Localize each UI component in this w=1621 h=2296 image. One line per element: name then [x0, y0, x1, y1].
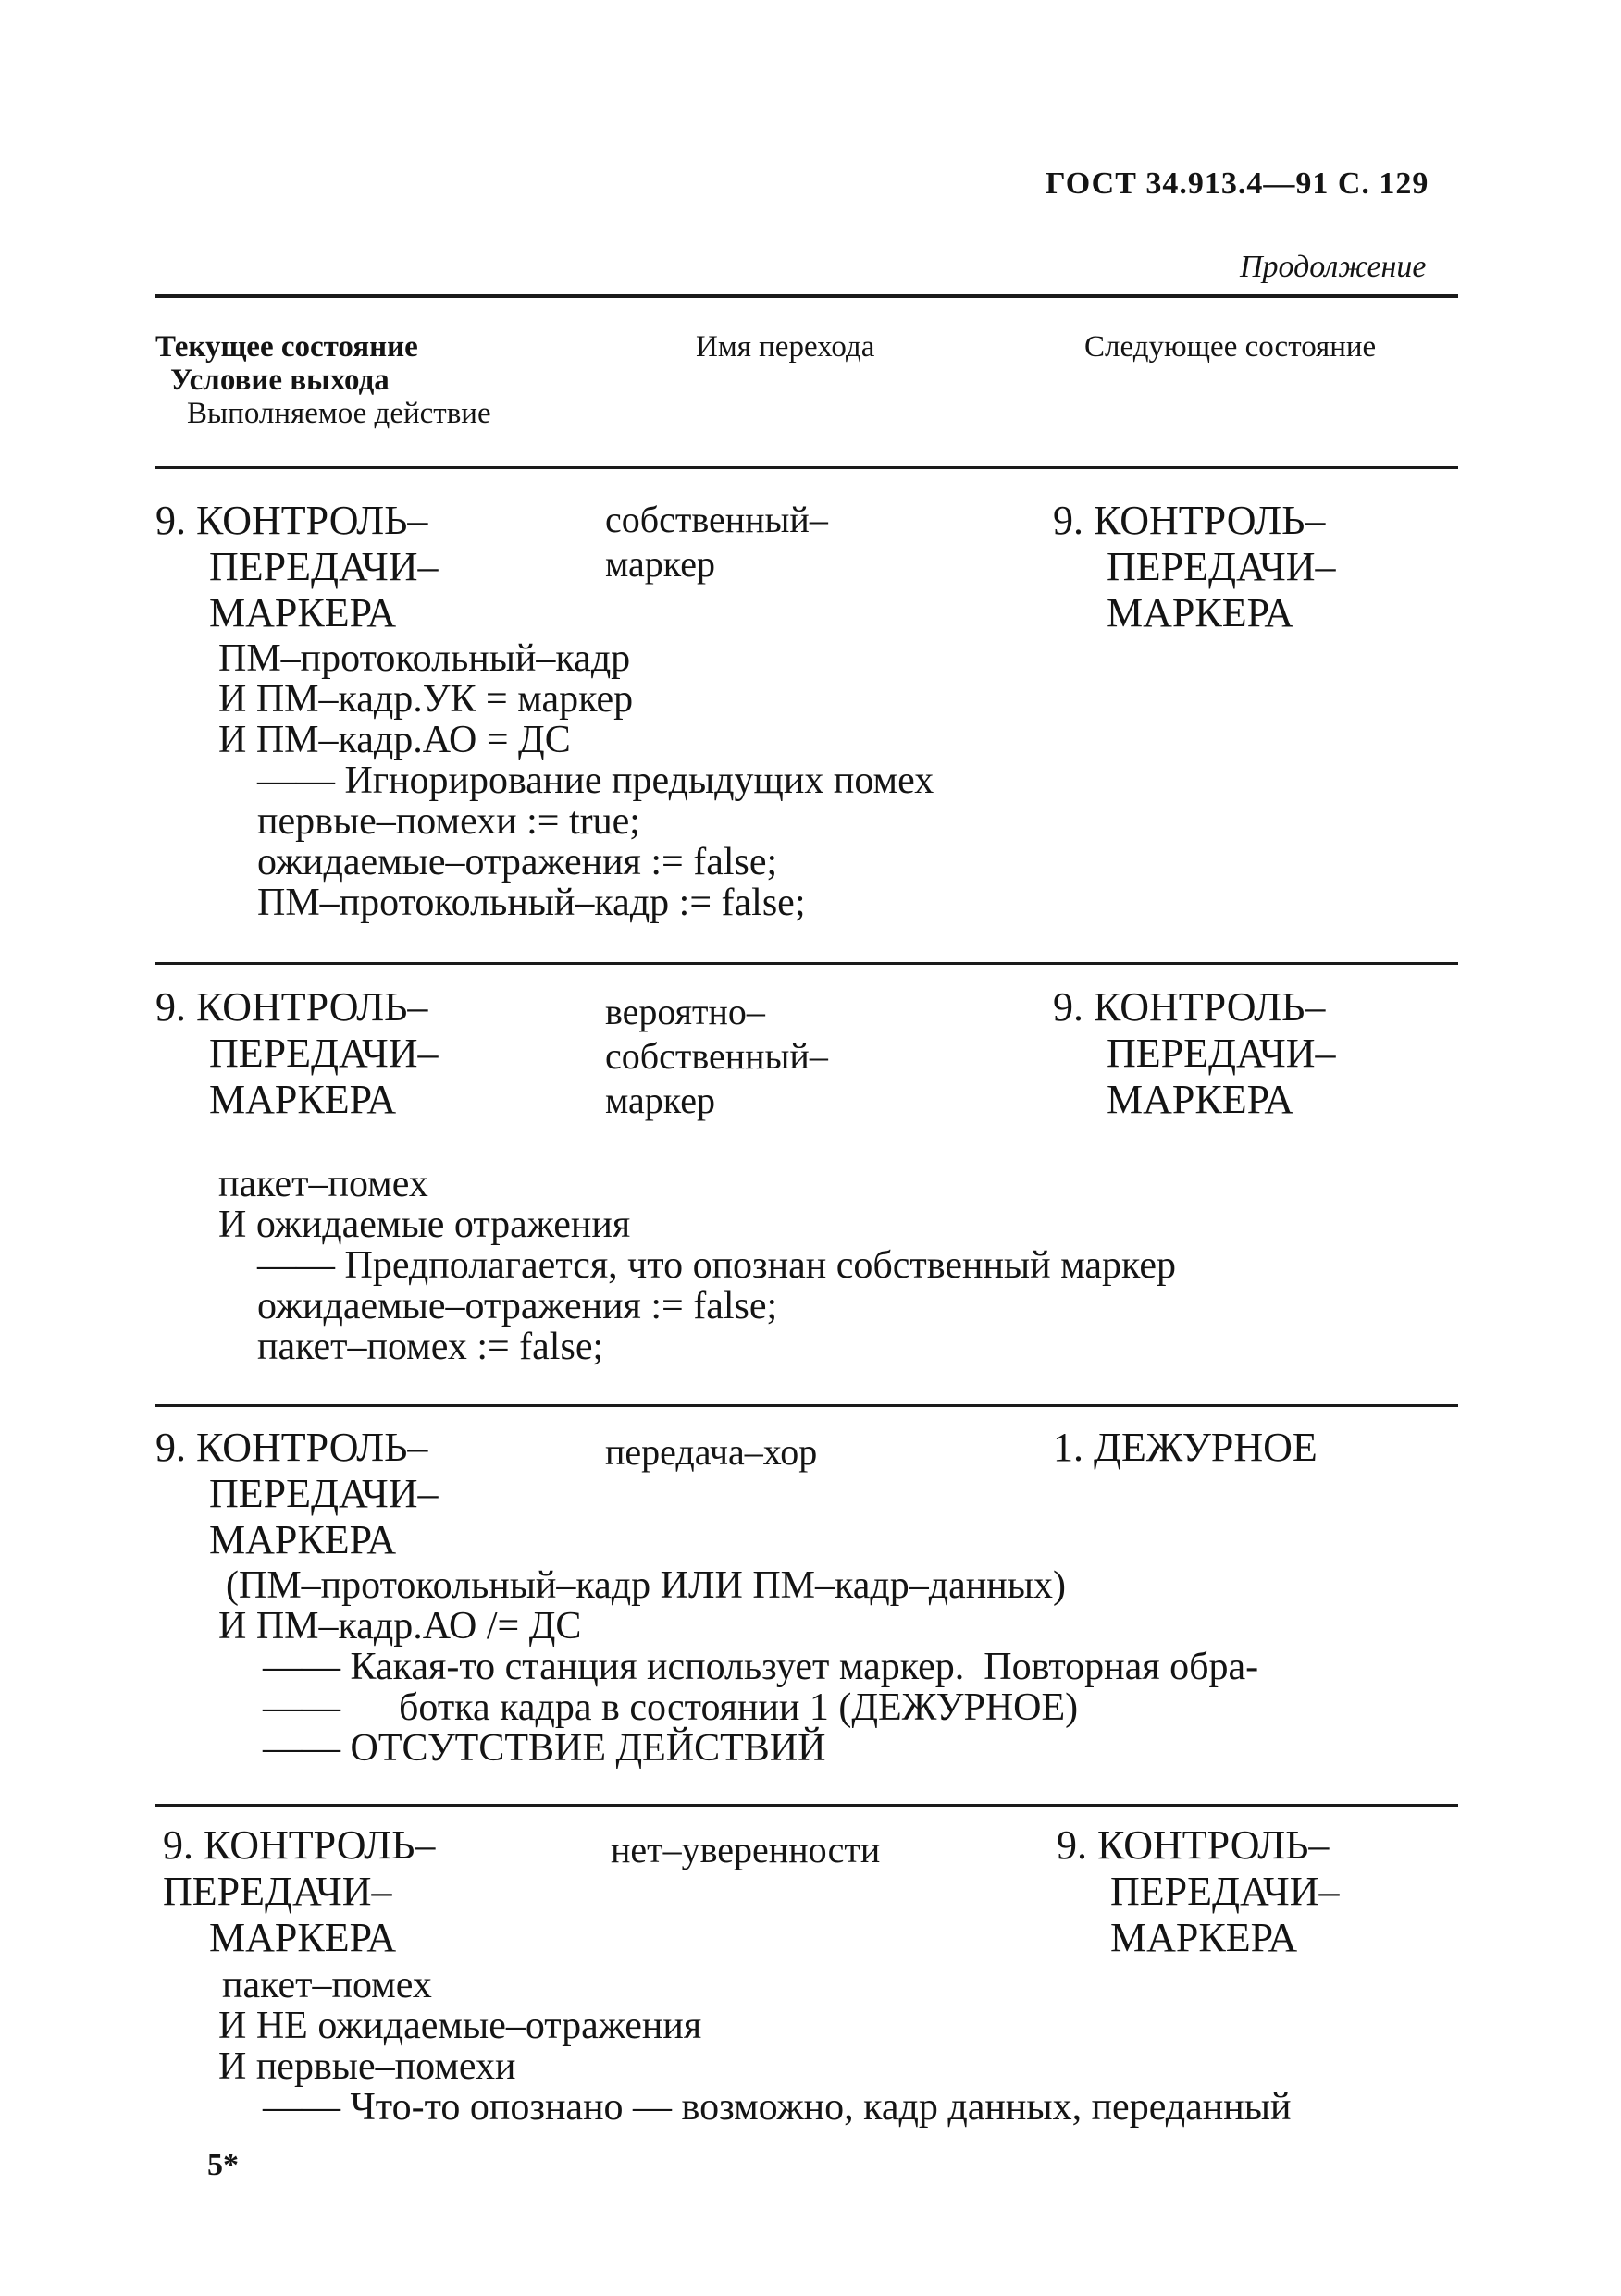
current-state-line: 9. КОНТРОЛЬ– — [155, 984, 428, 1030]
transition-name-line: собственный– — [605, 499, 828, 540]
current-state-line: ПЕРЕДАЧИ– — [163, 1869, 392, 1914]
column-transition-name: Имя перехода — [696, 330, 875, 364]
current-state-line: ПЕРЕДАЧИ– — [209, 1031, 439, 1076]
next-state-line: ПЕРЕДАЧИ– — [1107, 1031, 1336, 1076]
next-state-line: 9. КОНТРОЛЬ– — [1053, 984, 1326, 1030]
action-line: пакет–помех := false; — [257, 1326, 604, 1368]
comment-line: —— Что-то опознано — возможно, кадр данных, переданный — [263, 2086, 1292, 2129]
current-state-line: 9. КОНТРОЛЬ– — [163, 1822, 436, 1868]
page-signature: 5* — [207, 2148, 239, 2182]
condition-line: И НЕ ожидаемые–отражения — [218, 2005, 702, 2047]
condition-line: пакет–помех — [218, 1163, 428, 1205]
block-divider — [155, 1804, 1458, 1807]
action-line: ПМ–протокольный–кадр := false; — [257, 882, 806, 924]
column-next-state: Следующее состояние — [1084, 330, 1377, 364]
next-state-line: МАРКЕРА — [1110, 1915, 1298, 1960]
continuation-label: Продолжение — [1240, 250, 1427, 284]
current-state-line: ПЕРЕДАЧИ– — [209, 544, 439, 589]
current-state-line: МАРКЕРА — [209, 1517, 397, 1562]
current-state-line: МАРКЕРА — [209, 590, 397, 636]
next-state-line: МАРКЕРА — [1107, 590, 1294, 636]
next-state-line: 9. КОНТРОЛЬ– — [1053, 498, 1326, 543]
next-state-line: МАРКЕРА — [1107, 1077, 1294, 1122]
comment-line: —— Какая-то станция использует маркер. Повторная обра- — [263, 1646, 1259, 1688]
current-state-line: ПЕРЕДАЧИ– — [209, 1471, 439, 1516]
transition-name-line: нет–уверенности — [611, 1829, 881, 1870]
current-state-line: 9. КОНТРОЛЬ– — [155, 498, 428, 543]
column-exit-condition: Условие выхода — [170, 364, 390, 397]
current-state-line: МАРКЕРА — [209, 1915, 397, 1960]
condition-line: ПМ–протокольный–кадр — [218, 637, 631, 680]
current-state-line: МАРКЕРА — [209, 1077, 397, 1122]
block-divider — [155, 1404, 1458, 1407]
condition-line: И ПМ–кадр.УК = маркер — [218, 678, 634, 721]
action-line: ожидаемые–отражения := false; — [257, 841, 778, 883]
condition-line: И первые–помехи — [218, 2045, 516, 2088]
action-line: ожидаемые–отражения := false; — [257, 1285, 778, 1327]
transition-name-line: собственный– — [605, 1035, 828, 1077]
next-state-line: ПЕРЕДАЧИ– — [1110, 1869, 1340, 1914]
header-bottom-rule — [155, 466, 1458, 469]
next-state-line: 9. КОНТРОЛЬ– — [1057, 1822, 1330, 1868]
block-divider — [155, 962, 1458, 965]
transition-name-line: маркер — [605, 1080, 715, 1121]
table-top-rule — [155, 294, 1458, 298]
condition-line: И ПМ–кадр.АО /= ДС — [218, 1605, 582, 1648]
action-line: первые–помехи := true; — [257, 800, 640, 843]
condition-line: (ПМ–протокольный–кадр ИЛИ ПМ–кадр–данных) — [226, 1564, 1066, 1607]
column-current-state: Текущее состояние — [155, 330, 418, 364]
transition-name-line: передача–хор — [605, 1431, 818, 1473]
next-state-line: ПЕРЕДАЧИ– — [1107, 544, 1336, 589]
condition-line: И ожидаемые отражения — [218, 1204, 631, 1246]
condition-line: пакет–помех — [222, 1964, 432, 2006]
comment-line: —— Игнорирование предыдущих помех — [257, 759, 934, 802]
next-state-line: 1. ДЕЖУРНОЕ — [1053, 1425, 1318, 1470]
standard-code-header: ГОСТ 34.913.4—91 С. 129 — [1046, 167, 1429, 201]
condition-line: И ПМ–кадр.АО = ДС — [218, 719, 571, 761]
column-action: Выполняемое действие — [187, 397, 491, 430]
transition-name-line: вероятно– — [605, 991, 765, 1032]
comment-line: —— ОТСУТСТВИЕ ДЕЙСТВИЙ — [263, 1727, 826, 1770]
transition-name-line: маркер — [605, 543, 715, 585]
current-state-line: 9. КОНТРОЛЬ– — [155, 1425, 428, 1470]
comment-line: —— Предполагается, что опознан собственный маркер — [257, 1244, 1177, 1287]
comment-line: —— ботка кадра в состоянии 1 (ДЕЖУРНОЕ) — [263, 1686, 1079, 1729]
